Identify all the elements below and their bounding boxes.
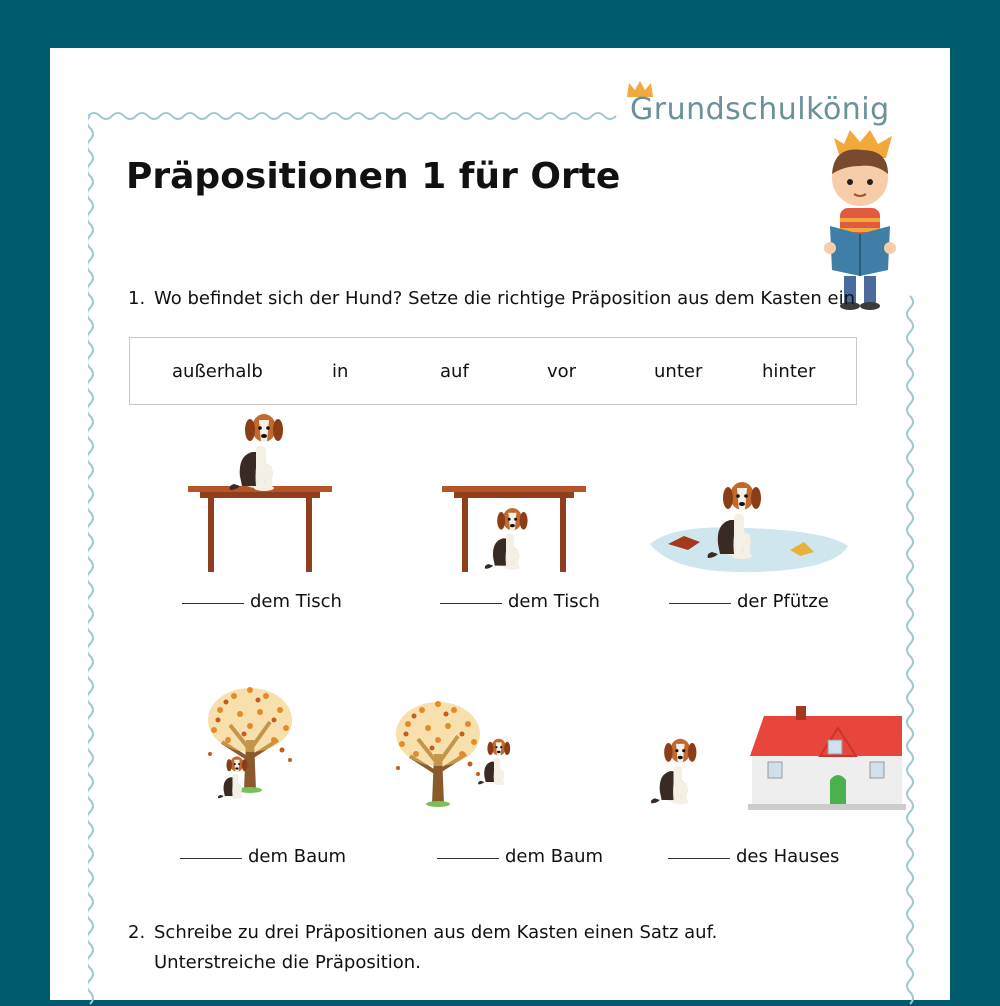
caption-object: der Pfütze bbox=[737, 591, 829, 612]
word-box-item: hinter bbox=[762, 360, 816, 382]
answer-blank[interactable] bbox=[668, 858, 730, 859]
word-box-item: außerhalb bbox=[172, 360, 263, 382]
word-box-item: vor bbox=[547, 360, 577, 382]
boy-reading-icon bbox=[810, 130, 910, 310]
caption-3 bbox=[669, 591, 829, 612]
dog-in-puddle-picture bbox=[644, 468, 850, 578]
task-1-text: Wo befindet sich der Hund? Setze die richtige Präposition aus dem Kasten ein bbox=[154, 288, 856, 309]
answer-blank[interactable] bbox=[440, 603, 502, 604]
worksheet bbox=[50, 48, 950, 1000]
caption-object: dem Baum bbox=[505, 846, 604, 867]
page-title: Präpositionen 1 für Orte bbox=[126, 156, 621, 197]
caption-6 bbox=[668, 846, 839, 867]
dog-in-front-of-tree-picture bbox=[200, 680, 300, 810]
answer-blank[interactable] bbox=[182, 603, 244, 604]
dog-behind-tree-picture bbox=[388, 694, 528, 814]
task-1 bbox=[128, 288, 855, 309]
caption-5 bbox=[437, 846, 603, 867]
caption-2 bbox=[440, 591, 600, 612]
answer-blank[interactable] bbox=[669, 603, 731, 604]
brand-logo[interactable]: Grundschulkönig bbox=[630, 92, 890, 127]
answer-blank[interactable] bbox=[437, 858, 499, 859]
caption-object: dem Tisch bbox=[250, 591, 342, 612]
task-2-line-1: Schreibe zu drei Präpositionen aus dem Kasten einen Satz auf. bbox=[154, 922, 718, 943]
dog-on-table-picture bbox=[188, 406, 332, 576]
word-box bbox=[129, 337, 857, 405]
word-box-item: unter bbox=[654, 360, 703, 382]
task-2-line-2: Unterstreiche die Präposition. bbox=[154, 952, 421, 973]
word-box-item: auf bbox=[440, 360, 469, 382]
word-box-item: in bbox=[332, 360, 349, 382]
task-2 bbox=[128, 918, 717, 978]
task-2-number: 2. bbox=[128, 922, 146, 943]
caption-object: dem Baum bbox=[248, 846, 347, 867]
dog-outside-house-picture bbox=[648, 698, 908, 818]
dog-under-table-picture bbox=[442, 406, 586, 576]
caption-4 bbox=[180, 846, 346, 867]
caption-1 bbox=[182, 591, 342, 612]
answer-blank[interactable] bbox=[180, 858, 242, 859]
task-1-number: 1. bbox=[128, 288, 146, 309]
caption-object: des Hauses bbox=[736, 846, 840, 867]
caption-object: dem Tisch bbox=[508, 591, 600, 612]
